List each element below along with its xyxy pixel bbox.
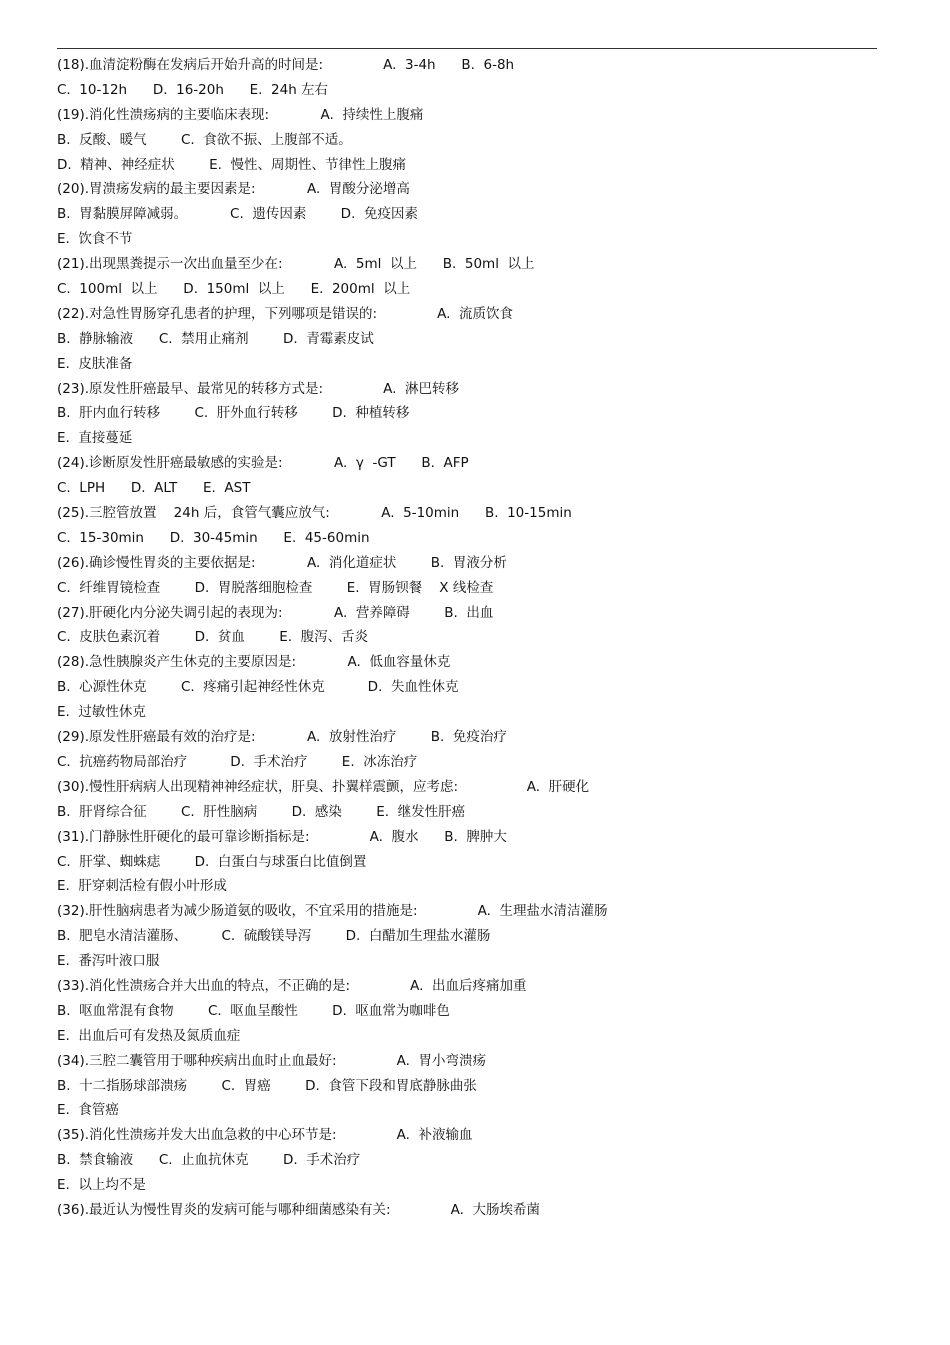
text-line: (24).诊断原发性肝癌最敏感的实验是: A. γ -GT B. AFP — [57, 455, 469, 472]
text-line: C. 肝掌、蜘蛛痣 D. 白蛋白与球蛋白比值倒置 — [57, 853, 367, 870]
text-line: C. 10-12h D. 16-20h E. 24h 左右 — [57, 81, 329, 98]
text-line: (25).三腔管放置 24h 后，食管气囊应放气: A. 5-10min B. 10-15min — [57, 505, 572, 522]
text-line: (20).胃溃疡发病的最主要因素是: A. 胃酸分泌增高 — [57, 181, 410, 198]
text-line: E. 出血后可有发热及氮质血症 — [57, 1027, 241, 1044]
text-line: E. 过敏性休克 — [57, 704, 146, 721]
text-line: E. 番泻叶液口服 — [57, 953, 160, 970]
text-line: (33).消化性溃疡合并大出血的特点，不正确的是: A. 出血后疼痛加重 — [57, 977, 527, 994]
text-line: E. 食管癌 — [57, 1102, 119, 1119]
text-line: B. 心源性休克 C. 疼痛引起神经性休克 D. 失血性休克 — [57, 679, 459, 696]
text-line: (26).确诊慢性胃炎的主要依据是: A. 消化道症状 B. 胃液分析 — [57, 554, 507, 571]
text-line: (34).三腔二囊管用于哪种疾病出血时止血最好: A. 胃小弯溃疡 — [57, 1052, 487, 1069]
text-line: (30).慢性肝病病人出现精神神经症状，肝臭、扑翼样震颤，应考虑: A. 肝硬化 — [57, 778, 590, 795]
text-line: (36).最近认为慢性胃炎的发病可能与哪种细菌感染有关: A. 大肠埃希菌 — [57, 1201, 540, 1218]
text-line: B. 肥皂水清洁灌肠、 C. 硫酸镁导泻 D. 白醋加生理盐水灌肠 — [57, 928, 491, 945]
text-line: B. 十二指肠球部溃疡 C. 胃癌 D. 食管下段和胃底静脉曲张 — [57, 1077, 477, 1094]
text-line: E. 皮肤准备 — [57, 355, 133, 372]
text-line: B. 呕血常混有食物 C. 呕血呈酸性 D. 呕血常为咖啡色 — [57, 1002, 450, 1019]
text-line: (28).急性胰腺炎产生休克的主要原因是: A. 低血容量休克 — [57, 654, 451, 671]
text-line: (35).消化性溃疡并发大出血急救的中心环节是: A. 补液输血 — [57, 1127, 473, 1144]
text-line: B. 胃黏膜屏障减弱。 C. 遗传因素 D. 免疫因素 — [57, 206, 418, 223]
text-line: C. 15-30min D. 30-45min E. 45-60min — [57, 529, 370, 546]
text-line: E. 饮食不节 — [57, 231, 133, 248]
text-line: C. 皮肤色素沉着 D. 贫血 E. 腹泻、舌炎 — [57, 629, 369, 646]
question-list — [57, 53, 887, 1223]
text-line: (18).血清淀粉酶在发病后开始升高的时间是: A. 3-4h B. 6-8h — [57, 57, 515, 73]
text-line: C. LPH D. ALT E. AST — [57, 480, 251, 497]
text-line: B. 肝内血行转移 C. 肝外血行转移 D. 种植转移 — [57, 405, 410, 422]
text-line: C. 抗癌药物局部治疗 D. 手术治疗 E. 冰冻治疗 — [57, 753, 418, 770]
header-rule — [57, 48, 877, 49]
text-line: (23).原发性肝癌最早、最常见的转移方式是: A. 淋巴转移 — [57, 380, 460, 397]
text-line: E. 肝穿刺活检有假小叶形成 — [57, 878, 227, 895]
text-line: (31).门静脉性肝硬化的最可靠诊断指标是: A. 腹水 B. 脾肿大 — [57, 828, 507, 845]
text-line: B. 静脉输液 C. 禁用止痛剂 D. 青霉素皮试 — [57, 330, 374, 347]
text-line: C. 纤维胃镜检查 D. 胃脱落细胞检查 E. 胃肠钡餐 X 线检查 — [57, 579, 494, 596]
text-line: C. 100ml 以上 D. 150ml 以上 E. 200ml 以上 — [57, 281, 411, 298]
text-line: B. 禁食输液 C. 止血抗休克 D. 手术治疗 — [57, 1152, 361, 1169]
text-line: (27).肝硬化内分泌失调引起的表现为: A. 营养障碍 B. 出血 — [57, 604, 494, 621]
text-line: D. 精神、神经症状 E. 慢性、周期性、节律性上腹痛 — [57, 156, 407, 173]
text-line: (29).原发性肝癌最有效的治疗是: A. 放射性治疗 B. 免疫治疗 — [57, 729, 507, 746]
text-line: B. 肝肾综合征 C. 肝性脑病 D. 感染 E. 继发性肝癌 — [57, 803, 466, 820]
text-line: (21).出现黑粪提示一次出血量至少在: A. 5ml 以上 B. 50ml 以上 — [57, 256, 535, 273]
text-line: (32).肝性脑病患者为减少肠道氨的吸收，不宜采用的措施是: A. 生理盐水清洁灌肠 — [57, 903, 608, 920]
text-line: (19).消化性溃疡病的主要临床表现: A. 持续性上腹痛 — [57, 106, 424, 123]
text-line: B. 反酸、暖气 C. 食欲不振、上腹部不适。 — [57, 131, 352, 148]
text-line: E. 以上均不是 — [57, 1177, 146, 1194]
text-line: (22).对急性胃肠穿孔患者的护理，下列哪项是错误的: A. 流质饮食 — [57, 305, 513, 322]
text-line: E. 直接蔓延 — [57, 430, 133, 447]
